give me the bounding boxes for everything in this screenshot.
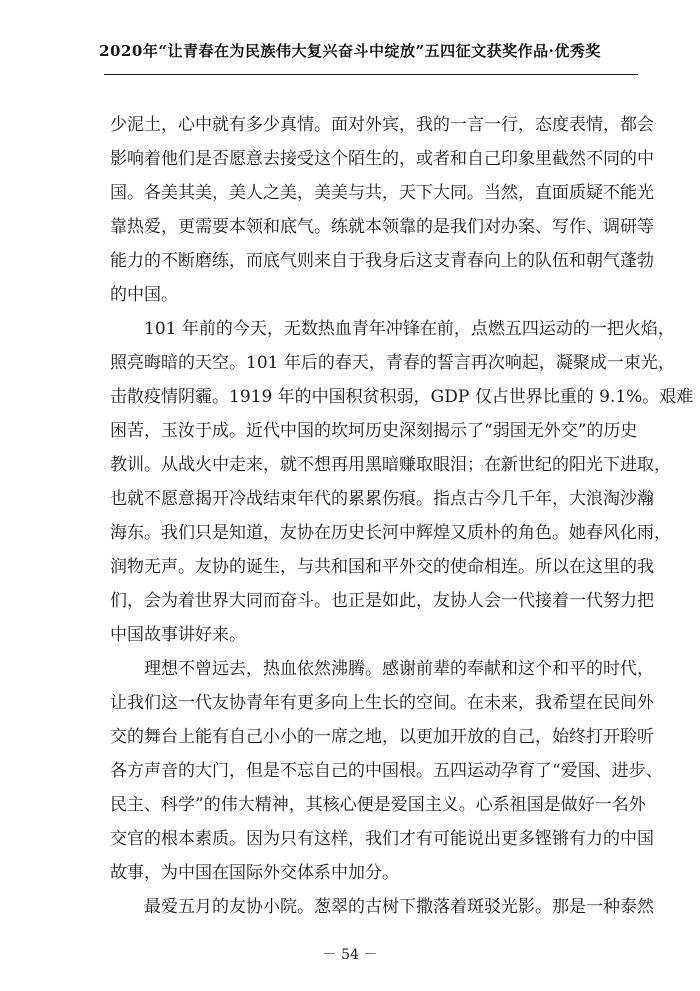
text-line: 各方声音的大门，但是不忘自己的中国根。五四运动孕育了“爱国、进步、 xyxy=(110,761,663,781)
text-line: 靠热爱，更需要本领和底气。练就本领靠的是我们对办案、写作、调研等 xyxy=(110,217,654,237)
text-line: 击散疫情阴霾。1919 年的中国积贫积弱，GDP 仅占世界比重的 9.1%。艰难 xyxy=(110,387,694,407)
header-divider xyxy=(104,74,638,75)
text-line: 中国故事讲好来。 xyxy=(110,625,246,645)
text-line: 理想不曾远去，热血依然沸腾。感谢前辈的奉献和这个和平的时代， xyxy=(144,659,654,679)
text-line: 能力的不断磨练，而底气则来自于我身后这支青春向上的队伍和朝气蓬勃 xyxy=(110,251,654,271)
text-line: 润物无声。友协的诞生，与共和国和平外交的使命相连。所以在这里的我 xyxy=(110,557,654,577)
text-line: 也就不愿意揭开冷战结束年代的累累伤痕。指点古今几千年，大浪淘沙瀚 xyxy=(110,489,654,509)
text-line: 照亮晦暗的天空。101 年后的春天，青春的誓言再次响起，凝聚成一束光， xyxy=(110,353,675,373)
text-line: 海东。我们只是知道，友协在历史长河中辉煌又质朴的角色。她春风化雨， xyxy=(110,523,671,543)
text-line: 的中国。 xyxy=(110,285,178,305)
text-line: 故事，为中国在国际外交体系中加分。 xyxy=(110,863,399,883)
text-line: 101 年前的今天，无数热血青年冲锋在前，点燃五四运动的一把火焰， xyxy=(144,319,675,339)
text-line: 让我们这一代友协青年有更多向上生长的空间。在未来，我希望在民间外 xyxy=(110,693,654,713)
text-line: 国。各美其美，美人之美，美美与共，天下大同。当然，直面质疑不能光 xyxy=(110,183,654,203)
text-line: 困苦，玉汝于成。近代中国的坎坷历史深刻揭示了“弱国无外交”的历史 xyxy=(110,421,638,441)
text-line: 民主、科学”的伟大精神，其核心便是爱国主义。心系祖国是做好一名外 xyxy=(110,795,646,815)
page-number: － 54 － xyxy=(322,947,378,963)
running-header: 2020年“让青春在为民族伟大复兴奋斗中绽放”五四征文获奖作品·优秀奖 xyxy=(99,42,601,60)
body-text xyxy=(110,108,694,924)
text-line: 教训。从战火中走来，就不想再用黑暗赚取眼泪；在新世纪的阳光下进取， xyxy=(110,455,671,475)
text-line: 最爱五月的友协小院。葱翠的古树下撒落着斑驳光影。那是一种泰然 xyxy=(144,897,654,917)
text-line: 影响着他们是否愿意去接受这个陌生的，或者和自己印象里截然不同的中 xyxy=(110,149,654,169)
text-line: 们，会为着世界大同而奋斗。也正是如此，友协人会一代接着一代努力把 xyxy=(110,591,654,611)
text-line: 交的舞台上能有自己小小的一席之地，以更加开放的自己，始终打开聆听 xyxy=(110,727,654,747)
text-line: 交官的根本素质。因为只有这样，我们才有可能说出更多铿锵有力的中国 xyxy=(110,829,654,849)
text-line: 少泥土，心中就有多少真情。面对外宾，我的一言一行，态度表情，都会 xyxy=(110,115,654,135)
